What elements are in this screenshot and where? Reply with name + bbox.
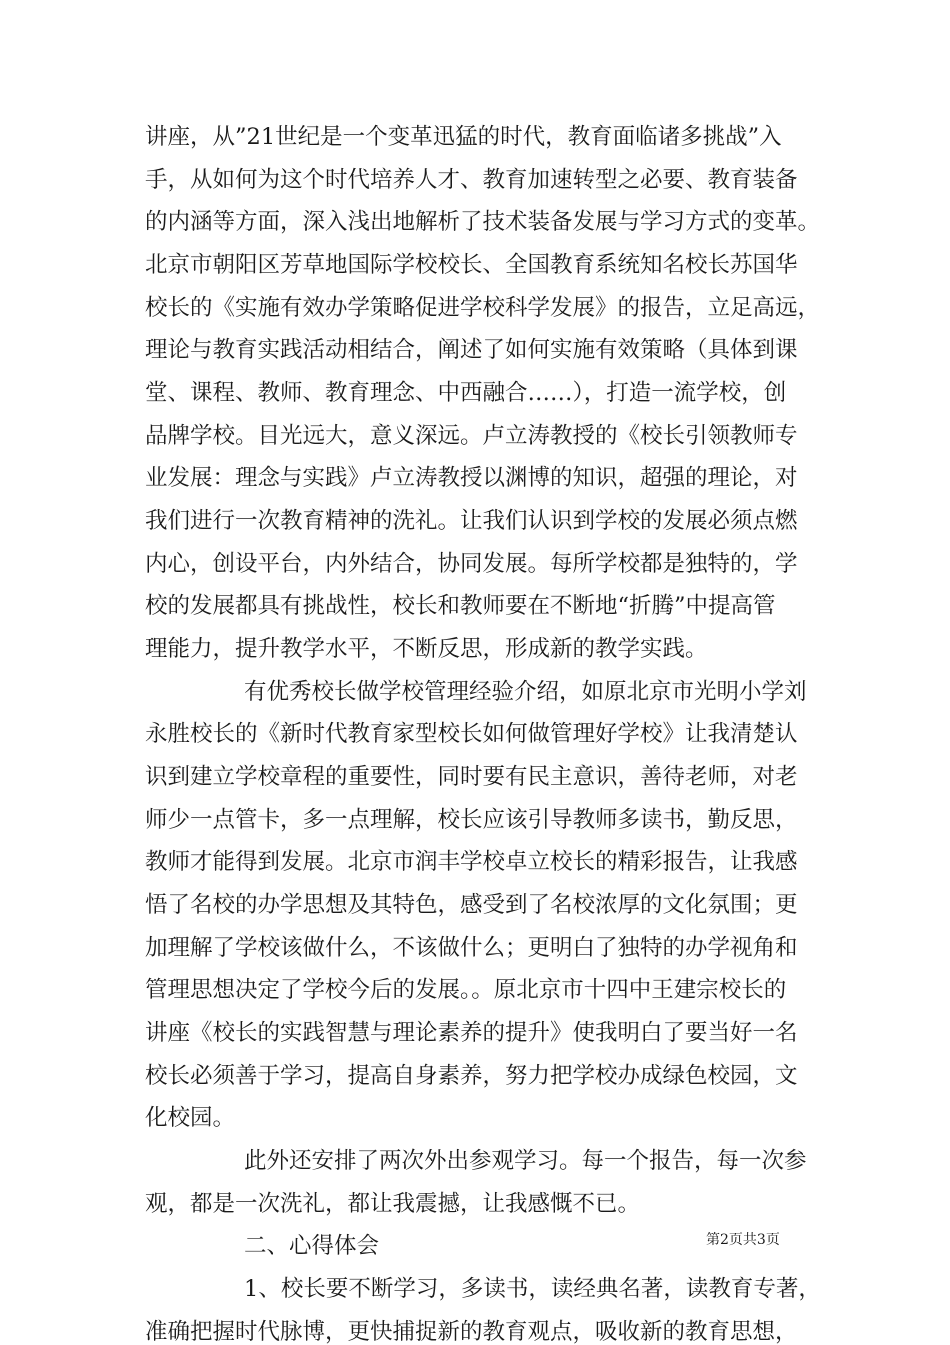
body-text-line: 识到建立学校章程的重要性，同时要有民主意识，善待老师，对老: [145, 764, 798, 790]
body-text-line: 业发展：理念与实践》卢立涛教授以渊博的知识，超强的理论，对: [145, 465, 798, 491]
body-text-line: 教师才能得到发展。北京市润丰学校卓立校长的精彩报告，让我感: [145, 849, 798, 875]
body-text-line: 品牌学校。目光远大，意义深远。卢立涛教授的《校长引领教师专: [145, 423, 798, 449]
body-text-line: 师少一点管卡，多一点理解，校长应该引导教师多读书，勤反思，: [145, 807, 798, 833]
body-text-line: 的内涵等方面，深入浅出地解析了技术装备发展与学习方式的变革。: [145, 209, 821, 235]
body-text-line: 悟了名校的办学思想及其特色，感受到了名校浓厚的文化氛围；更: [145, 892, 798, 918]
body-text-line: 准确把握时代脉博，更快捕捉新的教育观点，吸收新的教育思想，: [145, 1319, 798, 1345]
body-text-line: 手，从如何为这个时代培养人才、教育加速转型之必要、教育装备: [145, 167, 798, 193]
body-text-line: 校长必须善于学习，提高自身素养，努力把学校办成绿色校园，文: [145, 1063, 798, 1089]
body-text-line: 我们进行一次教育精神的洗礼。让我们认识到学校的发展必须点燃: [145, 508, 798, 534]
body-text-line: 内心，创设平台，内外结合，协同发展。每所学校都是独特的，学: [145, 551, 798, 577]
body-text-line: 永胜校长的《新时代教育家型校长如何做管理好学校》让我清楚认: [145, 721, 798, 747]
body-text-line: 校长的《实施有效办学策略促进学校科学发展》的报告，立足高远，: [145, 295, 821, 321]
section-heading: 二、心得体会: [244, 1233, 380, 1259]
body-text-line: 堂、课程、教师、教育理念、中西融合……），打造一流学校，创: [145, 380, 787, 406]
body-text-line: 理论与教育实践活动相结合，阐述了如何实施有效策略（具体到课: [145, 337, 798, 363]
body-text-line: 有优秀校长做学校管理经验介绍，如原北京市光明小学刘: [244, 679, 807, 705]
body-text-line: 1、校长要不断学习，多读书，读经典名著，读教育专著，: [244, 1276, 821, 1302]
body-text-line: 化校园。: [145, 1105, 236, 1131]
body-text-line: 校的发展都具有挑战性，校长和教师要在不断地“折腾”中提高管: [145, 593, 776, 619]
body-text-line: 北京市朝阳区芳草地国际学校校长、全国教育系统知名校长苏国华: [145, 252, 798, 278]
body-text-line: 讲座，从”21世纪是一个变革迅猛的时代，教育面临诸多挑战”入: [145, 124, 782, 150]
body-text-line: 观，都是一次洗礼，都让我震撼，让我感慨不已。: [145, 1191, 641, 1217]
body-text-line: 理能力，提升教学水平，不断反思，形成新的教学实践。: [145, 636, 708, 662]
page-number-footer: 第2页共3页: [706, 1232, 780, 1248]
body-text-line: 加理解了学校该做什么，不该做什么；更明白了独特的办学视角和: [145, 935, 798, 961]
body-text-line: 管理思想决定了学校今后的发展。。原北京市十四中王建宗校长的: [145, 977, 787, 1003]
body-text-line: 讲座《校长的实践智慧与理论素养的提升》使我明白了要当好一名: [145, 1020, 798, 1046]
body-text-line: 此外还安排了两次外出参观学习。每一个报告，每一次参: [244, 1148, 807, 1174]
